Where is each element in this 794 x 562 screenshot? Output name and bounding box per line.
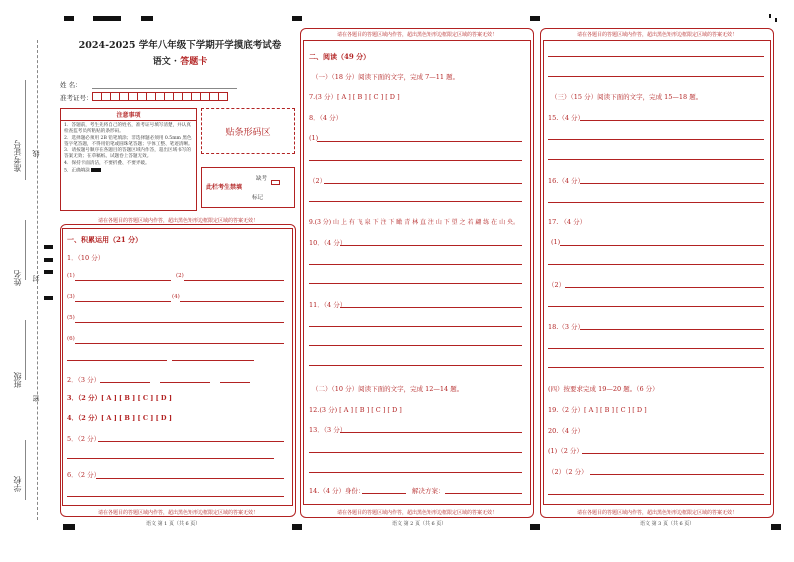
side-underline: [25, 320, 26, 380]
part-heading: (四）按要求完成 19—20 题。（6 分）: [548, 385, 659, 393]
blank-label: (4): [172, 294, 180, 300]
timing-mark: [44, 296, 53, 300]
question-label: 20.（4 分）: [548, 427, 585, 435]
answer-line[interactable]: [548, 348, 764, 349]
answer-line[interactable]: [548, 306, 764, 307]
question-label: 17. （4 分）: [548, 218, 587, 226]
answer-line[interactable]: [309, 345, 522, 346]
question-label: 2．（3 分）: [67, 376, 101, 384]
answer-line[interactable]: [548, 494, 764, 495]
timing-mark: [64, 16, 74, 21]
answer-line[interactable]: [548, 264, 764, 265]
answer-line[interactable]: [548, 159, 764, 160]
blank-label: (6): [67, 336, 75, 342]
answer-line[interactable]: [362, 493, 406, 494]
exam-subtitle: [62, 54, 298, 67]
barcode-label: 贴条形码区: [225, 127, 271, 138]
answer-line[interactable]: [582, 453, 764, 454]
answer-box-3: [543, 40, 771, 505]
choice-question[interactable]: 4．（2 分）[ A ] [ B ] [ C ] [ D ]: [67, 414, 172, 422]
subtitle-subject: 语文 ·: [152, 57, 181, 67]
absent-label: 此栏考生禁填: [206, 184, 243, 191]
answer-line[interactable]: [309, 160, 522, 161]
warning-text: 请在各题目的答题区域内作答，超出黑色矩形边框限定区域的答案无效！: [336, 32, 497, 38]
answer-line[interactable]: [309, 326, 522, 327]
answer-line[interactable]: [317, 141, 522, 142]
answer-line[interactable]: [445, 493, 522, 494]
answer-line[interactable]: [309, 201, 522, 202]
side-label-name: 姓名: [13, 270, 22, 286]
seal-line-label: 线: [32, 150, 40, 157]
blank-label: (5): [67, 315, 75, 321]
answer-line[interactable]: [67, 496, 284, 497]
timing-mark: [771, 524, 781, 530]
question-label: 18.（3 分）: [548, 323, 585, 331]
question-label: 15.（4 分）: [548, 114, 585, 122]
answer-line[interactable]: [548, 367, 764, 368]
question-label: 5．（2 分）: [67, 435, 101, 443]
blank-line[interactable]: [75, 301, 171, 302]
answer-line[interactable]: [590, 474, 764, 475]
answer-line[interactable]: [548, 56, 764, 57]
answer-line[interactable]: [160, 382, 210, 383]
page-number: 语文 第 3 页（共 6 页）: [640, 521, 695, 527]
answer-line[interactable]: [548, 76, 764, 77]
page-number: 语文 第 1 页（共 6 页）: [146, 521, 201, 527]
blank-line[interactable]: [75, 343, 284, 344]
blank-line[interactable]: [75, 280, 171, 281]
answer-line[interactable]: [340, 245, 522, 246]
answer-line[interactable]: [580, 183, 764, 184]
side-label-school: 学校: [13, 476, 22, 492]
notice-item: [64, 168, 193, 175]
notice-item: 3．请按题号顺序在各题目的答题区域内作答，超出区域书写的答案无效；在草稿纸、试题卷上答题无效。: [64, 148, 191, 160]
timing-mark: [775, 18, 777, 22]
answer-line[interactable]: [309, 365, 522, 366]
timing-mark: [63, 524, 75, 530]
answer-line[interactable]: [67, 458, 274, 459]
answer-line[interactable]: [340, 432, 522, 433]
question-label: 1．（10 分）: [67, 254, 105, 262]
blank-label: (1): [67, 273, 75, 279]
name-label: 姓 名：: [60, 81, 82, 89]
answer-line[interactable]: [220, 382, 250, 383]
timing-mark: [292, 524, 302, 530]
warning-text: 请在各题目的答题区域内作答，超出黑色矩形边框限定区域的答案无效！: [576, 32, 737, 38]
part-heading: （二）（10 分）阅读下面的文字，完成 12—14 题。: [312, 385, 464, 393]
timing-mark: [292, 16, 302, 21]
choice-question[interactable]: 3．（2 分）[ A ] [ B ] [ C ] [ D ]: [67, 394, 172, 402]
sub-question-label: （2）: [548, 281, 566, 289]
question-label: 解决方案：: [412, 487, 445, 495]
section-heading: 二、阅读（49 分）: [309, 52, 371, 61]
choice-question[interactable]: 19.（2 分）[ A ] [ B ] [ C ] [ D ]: [548, 406, 647, 414]
sub-question-label: (1): [309, 134, 319, 142]
question-label: 13．（3 分）: [309, 426, 347, 434]
answer-line[interactable]: [309, 283, 522, 284]
timing-mark: [44, 258, 53, 262]
absent-mark-label-2: 标记: [252, 195, 264, 201]
fill-example-label: 5．正确填涂: [64, 168, 90, 174]
warning-text: 请在各题目的答题区域内作答，超出黑色矩形边框限定区域的答案无效！: [97, 510, 258, 516]
question-label: 16.（4 分）: [548, 177, 585, 185]
absent-mark-box[interactable]: [271, 180, 280, 185]
answer-line[interactable]: [98, 441, 284, 442]
subtitle-answer-card: 答题卡: [180, 57, 208, 67]
seal-close-label: 密: [32, 395, 40, 402]
answer-box-1: [62, 228, 293, 506]
absent-mark-label-1: 缺考: [256, 176, 268, 182]
blank-line[interactable]: [75, 322, 284, 323]
answer-line[interactable]: [560, 245, 764, 246]
blank-label: (2): [176, 273, 184, 279]
exam-title: 2024-2025 学年八年级下学期开学摸底考试卷: [78, 40, 282, 51]
exam-no-label: 准考证号：: [60, 94, 93, 102]
blank-line[interactable]: [67, 360, 167, 361]
question-label: 6．（2 分）: [67, 471, 101, 479]
timing-mark: [530, 16, 540, 21]
answer-line[interactable]: [580, 329, 764, 330]
answer-line[interactable]: [580, 120, 764, 121]
side-underline: [25, 220, 26, 280]
blank-line[interactable]: [184, 280, 284, 281]
side-underline: [25, 440, 26, 500]
question-text: 9.(3 分) 山 上 有 飞 泉 下 注 下 瞰 青 林 直 注 山 下 望 之 若 翩 练 在 山 央。: [309, 219, 519, 226]
notice-item: 4．保持卡面清洁，不要折叠、不要弄破。: [64, 160, 150, 166]
timing-mark: [93, 16, 121, 21]
notice-item: 1．答题前，考生先将自己的姓名，准考证号填写清楚，并认真检查监考员所粘贴的条形码。: [64, 123, 191, 135]
absent-box: [201, 167, 295, 208]
choice-question[interactable]: 12.(3 分) [ A ] [ B ] [ C ] [ D ]: [309, 406, 402, 414]
timing-mark: [141, 16, 153, 21]
answer-line[interactable]: [100, 382, 150, 383]
answer-line[interactable]: [340, 307, 522, 308]
sub-question-label: (1)（2 分）: [548, 447, 583, 455]
warning-text: 请在各题目的答题区域内作答，超出黑色矩形边框限定区域的答案无效！: [576, 510, 737, 516]
barcode-area: [201, 108, 295, 154]
question-label: 11．（4 分）: [309, 301, 347, 309]
exam-no-grid[interactable]: [92, 92, 227, 101]
answer-line[interactable]: [96, 478, 284, 479]
blank-line[interactable]: [172, 360, 254, 361]
answer-line[interactable]: [324, 183, 522, 184]
answer-line[interactable]: [309, 264, 522, 265]
timing-mark: [530, 524, 540, 530]
sub-question-label: （2）（2 分）: [548, 468, 588, 476]
seal-seal-label: 封: [32, 275, 40, 282]
answer-line[interactable]: [309, 472, 522, 473]
answer-line[interactable]: [548, 202, 764, 203]
question-label: 10．（4 分）: [309, 239, 347, 247]
part-heading: （一）（18 分）阅读下面的文字，完成 7—11 题。: [312, 73, 460, 81]
notice-title: 注意事项: [61, 109, 196, 121]
blank-line[interactable]: [180, 301, 284, 302]
warning-text: 请在各题目的答题区域内作答，超出黑色矩形边框限定区域的答案无效！: [336, 510, 497, 516]
question-label: 8．（4 分）: [309, 114, 343, 122]
answer-line[interactable]: [548, 139, 764, 140]
question-label: 14.（4 分）身份：: [309, 487, 365, 495]
answer-line[interactable]: [309, 452, 522, 453]
answer-box-2: [303, 40, 531, 505]
answer-line[interactable]: [565, 287, 764, 288]
side-label-exam-no: 准考证号: [13, 140, 22, 172]
notice-box: [60, 108, 197, 211]
timing-mark: [44, 270, 53, 274]
section-heading: 一、积累运用（21 分）: [67, 235, 143, 244]
sub-question-label: (1): [551, 238, 561, 246]
fill-example-mark: [91, 168, 101, 172]
warning-text: 请在各题目的答题区域内作答，超出黑色矩形边框限定区域的答案无效！: [97, 218, 258, 224]
choice-question[interactable]: 7.(3 分）[ A ] [ B ] [ C ] [ D ]: [309, 93, 400, 101]
name-field[interactable]: [92, 88, 237, 89]
blank-label: (3): [67, 294, 75, 300]
sub-question-label: （2）: [309, 177, 327, 185]
notice-item: 2．选择题必须用 2B 铅笔填涂；非选择题必须用 0.5mm 黑色签字笔答题，不得用铅笔或圆珠笔答题；字体工整、笔迹清晰。: [64, 135, 193, 147]
part-heading: （三）（15 分）阅读下面的文字，完成 15—18 题。: [551, 93, 703, 101]
timing-mark: [769, 14, 771, 18]
side-underline: [25, 80, 26, 180]
page-number: 语文 第 2 页（共 6 页）: [392, 521, 447, 527]
side-label-class: 班级: [13, 372, 22, 388]
timing-mark: [44, 245, 53, 249]
